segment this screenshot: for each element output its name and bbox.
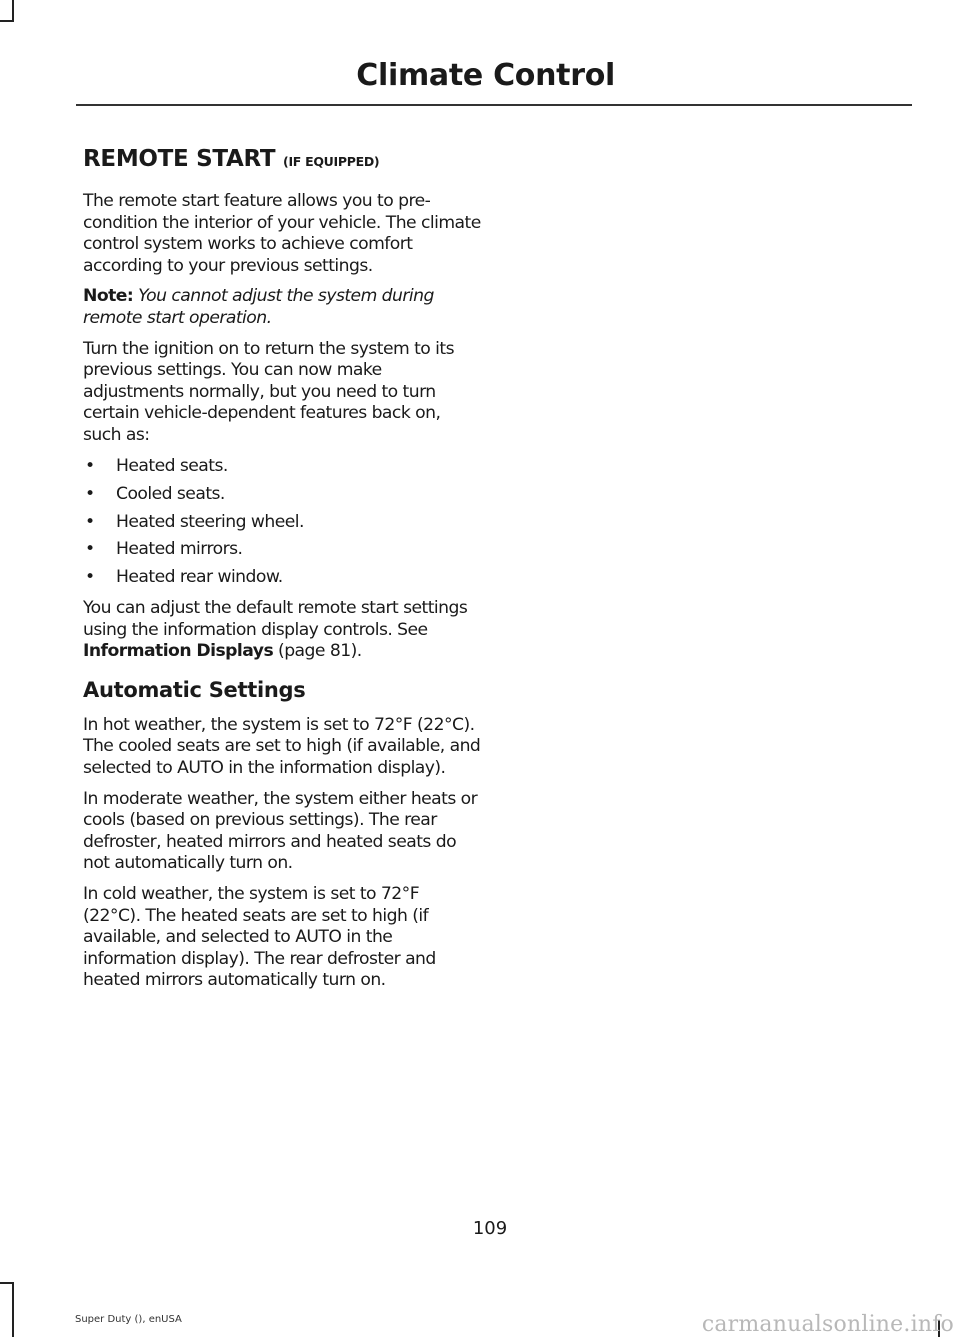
note-text: You cannot adjust the system during remote start operation. [83, 286, 434, 328]
header-divider [76, 104, 912, 106]
moderate-weather-paragraph: In moderate weather, the system either heats or cools (based on previous settings). The rear defroster, heated mirrors and heated seats do not automatically turn on. [83, 788, 478, 874]
section-heading-text: REMOTE START [83, 146, 276, 172]
bullet-glyph: • [85, 567, 95, 588]
adjust-page-ref: (page 81). [273, 641, 362, 662]
bullet-glyph: • [85, 455, 95, 476]
crop-mark-bottom-left-vertical [12, 1282, 14, 1337]
cold-weather-paragraph: In cold weather, the system is set to 72°F (22°C). The heated seats are set to high (if available, and selected to AUTO in the information display). The rear defroster and heated mirrors automatically turn on. [83, 884, 436, 991]
list-item [83, 567, 481, 589]
list-item-text: Heated rear window. [116, 567, 283, 588]
watermark: carmanualsonline.info [701, 1312, 954, 1337]
bullet-glyph: • [85, 511, 95, 532]
crop-mark-top-left-vertical [12, 0, 14, 20]
section-heading [83, 146, 481, 172]
list-item-text: Cooled seats. [116, 483, 225, 504]
document-info: Super Duty (), enUSA [75, 1314, 182, 1325]
list-item [83, 484, 481, 506]
ignition-paragraph: Turn the ignition on to return the system to its previous settings. You can now make adjustments normally, but you need to turn certain vehicle-dependent features back on, such as: [83, 338, 454, 445]
list-item [83, 539, 481, 561]
list-item-text: Heated steering wheel. [116, 511, 304, 532]
page-number: 109 [472, 1218, 508, 1239]
list-item-text: Heated seats. [116, 455, 228, 476]
hot-weather-paragraph: In hot weather, the system is set to 72°F (22°C). The cooled seats are set to high (if available, and selected to AUTO in the information display). [83, 714, 481, 779]
crop-mark-top-left-horizontal [0, 20, 14, 22]
adjust-text: You can adjust the default remote start settings using the information display controls. See [83, 598, 468, 640]
list-item [83, 512, 481, 534]
feature-list [83, 456, 481, 590]
section-heading-suffix: (IF EQUIPPED) [283, 154, 380, 169]
note-paragraph [83, 286, 481, 329]
intro-paragraph: The remote start feature allows you to pre-condition the interior of your vehicle. The climate control system works to achieve comfort according to your previous settings. [83, 191, 481, 276]
list-item [83, 456, 481, 478]
page-header-title: Climate Control [356, 58, 615, 93]
information-displays-link[interactable]: Information Displays [83, 641, 274, 662]
automatic-settings-heading: Automatic Settings [83, 677, 306, 702]
adjust-paragraph [83, 598, 481, 663]
list-item-text: Heated mirrors. [116, 539, 243, 560]
note-label: Note: [83, 286, 134, 307]
bullet-glyph: • [85, 483, 95, 504]
bullet-glyph: • [85, 539, 95, 560]
content-column [83, 146, 481, 1001]
